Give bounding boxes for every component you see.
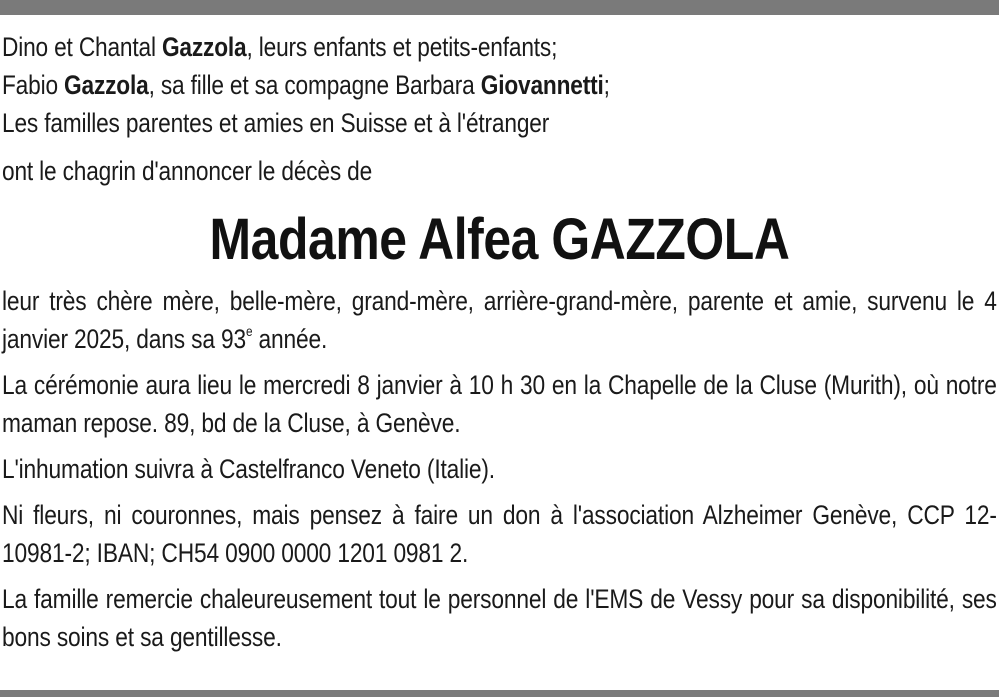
family-line-1-text: Dino et Chantal [2,32,162,62]
bottom-rule [0,690,999,697]
ceremony-paragraph-wrap [2,366,997,442]
family-line-2-middle: , sa fille et sa compagne Barbara [148,70,481,100]
thanks-paragraph: La famille remercie chaleureusement tout le personnel de l'EMS de Vessy pour sa disponibilité, ses bons soins et sa gentillesse. [2,584,997,652]
ceremony-paragraph: La cérémonie aura lieu le mercredi 8 janvier à 10 h 30 en la Chapelle de la Cluse (Murith), où notre maman repose. 89, bd de la Cluse, à Genève. [2,370,997,438]
description-end: année. [252,324,328,354]
family-line-2-end: ; [603,70,610,100]
family-name-bold: Gazzola [161,32,247,62]
announcement-line: ont le chagrin d'annoncer le décès de [2,156,373,186]
deceased-name: Madame Alfea GAZZOLA [209,207,790,272]
donation-paragraph: Ni fleurs, ni couronnes, mais pensez à faire un don à l'association Alzheimer Genève, CCP 12-10981-2; IBAN; CH54 0900 0000 1201 0981 2. [2,500,997,568]
obituary-notice [2,28,997,656]
description-paragraph-wrap [2,282,997,358]
family-line-3: Les familles parentes et amies en Suisse et à l'étranger [2,108,550,138]
thanks-paragraph-wrap [2,580,997,656]
family-name-bold: Gazzola [64,70,149,100]
family-line-2 [2,66,838,104]
description-text: leur très chère mère, belle-mère, grand-mère, arrière-grand-mère, parente et amie, survenu le 4 janvier 2025, dans sa 93 [2,286,997,354]
burial-paragraph: L'inhumation suivra à Castelfranco Veneto (Italie). [2,454,495,484]
burial-paragraph-wrap [2,450,997,488]
family-line-2-text: Fabio [2,70,65,100]
donation-paragraph-wrap [2,496,997,572]
ordinal-superscript: e [245,323,253,339]
family-line-1-end: , leurs enfants et petits-enfants; [246,32,558,62]
top-rule [0,0,999,15]
companion-name-bold: Giovannetti [480,70,604,100]
description-paragraph [2,282,997,358]
family-line-1 [2,28,838,66]
